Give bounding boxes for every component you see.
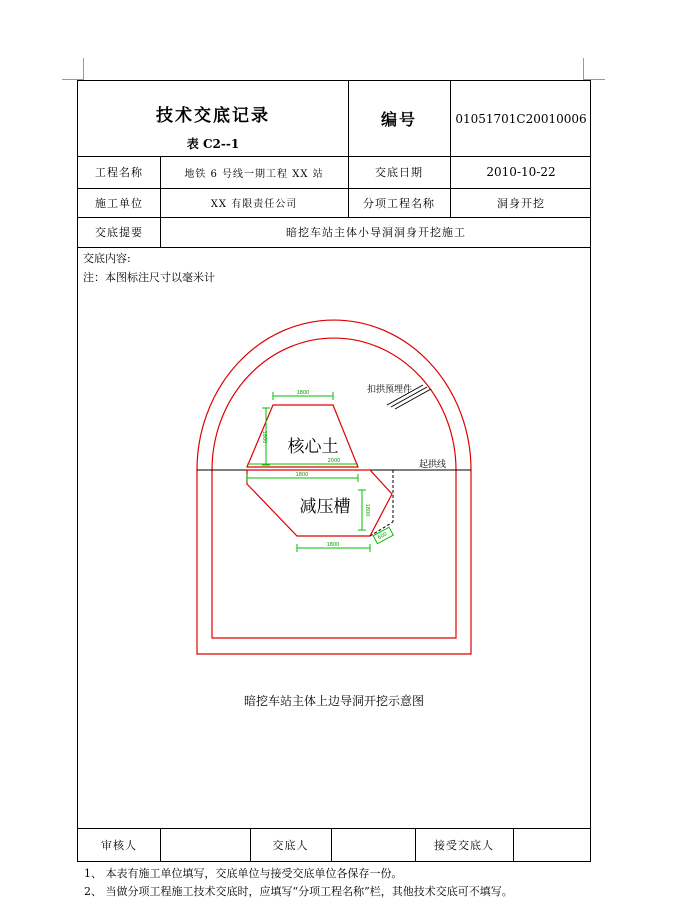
reviewer-label: 审核人 <box>101 839 137 852</box>
content-note: 注：本图标注尺寸以毫米计 <box>83 271 215 284</box>
project-name-value: 地铁 6 号线一期工程 XX 站 <box>184 168 324 180</box>
summary-label: 交底提要 <box>95 226 143 239</box>
form-title: 技术交底记录 <box>156 105 270 126</box>
subproject-label: 分项工程名称 <box>363 196 435 210</box>
dim-left-text: 1800 <box>261 430 267 444</box>
number-value: 01051701C20010006 <box>455 111 587 126</box>
presenter-label: 交底人 <box>272 839 309 852</box>
project-name-label: 工程名称 <box>95 166 143 179</box>
content-heading: 交底内容: <box>83 252 131 265</box>
tunnel-outline <box>197 320 471 654</box>
subproject-value: 洞身开挖 <box>497 196 545 210</box>
footnote-2: 2、 当做分项工程施工技术交底时，应填写“分项工程名称”栏，其他技术交底可不填写。 <box>84 885 513 898</box>
anchor-embed-label: 扣拱预埋件 <box>367 385 413 395</box>
summary-value: 暗挖车站主体小导洞洞身开挖施工 <box>286 226 466 239</box>
receiver-label: 接受交底人 <box>434 839 494 852</box>
construction-unit-value: XX 有限责任公司 <box>210 199 298 210</box>
springline-label: 起拱线 <box>419 460 447 470</box>
form-number: 表 C2--1 <box>186 136 240 151</box>
core-soil-label: 核心土 <box>287 437 339 457</box>
relief-groove-label: 减压槽 <box>299 497 351 517</box>
number-label: 编号 <box>380 110 417 129</box>
dim-right-text: 1800 <box>364 503 370 517</box>
dim-slope-text: 600 <box>376 531 389 542</box>
diagram-caption: 暗挖车站主体上边导洞开挖示意图 <box>243 694 424 708</box>
footnote-1: 1、 本表有施工单位填写，交底单位与接受交底单位各保存一份。 <box>84 867 403 880</box>
dim-relief-top-text: 1800 <box>295 472 309 478</box>
dim-bottom-text: 1800 <box>326 542 340 548</box>
date-label: 交底日期 <box>375 166 423 179</box>
dim-core-bottom-text: 2000 <box>327 458 341 464</box>
construction-unit-label: 施工单位 <box>95 196 143 210</box>
date-value: 2010-10-22 <box>486 165 556 179</box>
dim-top-text: 1800 <box>296 390 310 396</box>
